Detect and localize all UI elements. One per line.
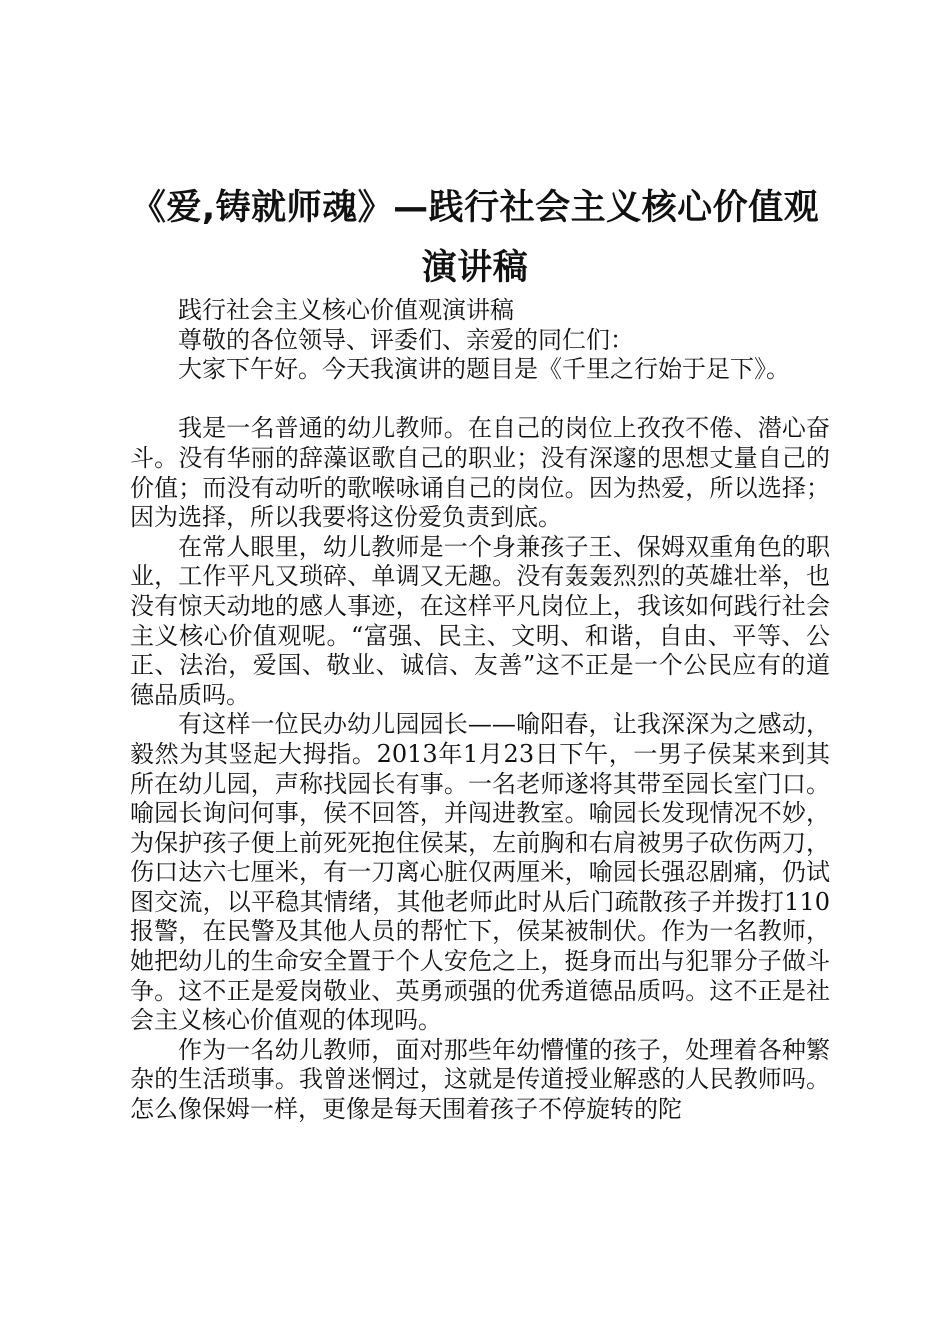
body-paragraph: 有这样一位民办幼儿园园长——喻阳春，让我深深为之感动，毅然为其竖起大拇指。2013年1月23日下午，一男子侯某来到其所在幼儿园，声称找园长有事。一名老师遂将其带至园长室门口。喻园长询问何事，侯不回答，并闯进教室。喻园长发现情况不妙，为保护孩子便上前死死抱住侯某，左前胸和右肩被男子砍伤两刀，伤口达六七厘米，有一刀离心脏仅两厘米，喻园长强忍剧痛，仍试图交流，以平稳其情绪，其他老师此时从后门疏散孩子并拨打110报警，在民警及其他人员的帮忙下，侯某被制伏。作为一名教师，她把幼儿的生命安全置于个人安危之上，挺身而出与犯罪分子做斗争。这不正是爱岗敬业、英勇顽强的优秀道德品质吗。这不正是社会主义核心价值观的体现吗。 <box>130 710 830 1035</box>
body-paragraph: 作为一名幼儿教师，面对那些年幼懵懂的孩子，处理着各种繁杂的生活琐事。我曾迷惘过，这就是传道授业解惑的人民教师吗。怎么像保姆一样，更像是每天围着孩子不停旋转的陀 <box>130 1035 830 1124</box>
document-body <box>130 296 830 1125</box>
subtitle-paragraph: 践行社会主义核心价值观演讲稿 <box>178 296 514 324</box>
body-paragraph: 我是一名普通的幼儿教师。在自己的岗位上孜孜不倦、潜心奋斗。没有华丽的辞藻讴歌自己的职业；没有深邃的思想丈量自己的价值；而没有动听的歌喉咏诵自己的岗位。因为热爱，所以选择；因为选择，所以我要将这份爱负责到底。 <box>130 414 830 532</box>
document-title-line-2: 演讲稿 <box>421 248 529 288</box>
document-title-line-1: 《爱,铸就师魂》—践行社会主义核心价值观 <box>130 188 820 228</box>
greeting-paragraph: 大家下午好。今天我演讲的题目是《千里之行始于足下》。 <box>178 355 790 384</box>
body-paragraph: 在常人眼里，幼儿教师是一个身兼孩子王、保姆双重角色的职业，工作平凡又琐碎、单调又无趣。没有轰轰烈烈的英雄壮举，也没有惊天动地的感人事迹，在这样平凡岗位上，我该如何践行社会主义核心价值观呢。“富强、民主、文明、和谐，自由、平等、公正、法治，爱国、敬业、诚信、友善”这不正是一个公民应有的道德品质吗。 <box>130 532 830 709</box>
salutation-paragraph: 尊敬的各位领导、评委们、亲爱的同仁们： <box>178 325 634 354</box>
blank-line <box>130 385 830 415</box>
